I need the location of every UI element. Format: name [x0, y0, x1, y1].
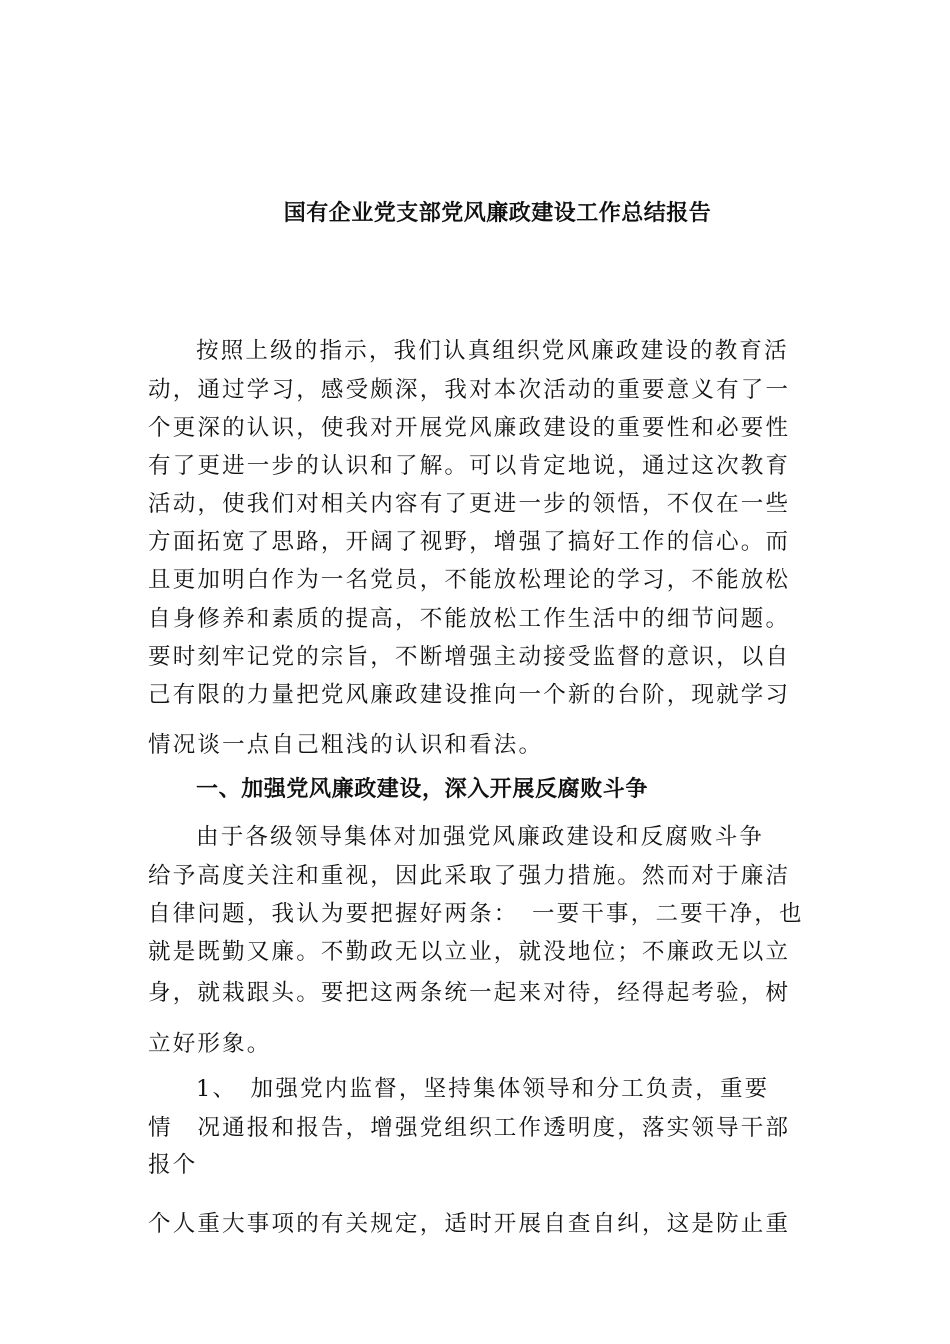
- paragraph-line: 报个: [148, 1152, 198, 1178]
- document-title: 国有企业党支部党风廉政建设工作总结报告: [283, 201, 712, 226]
- paragraph-line: 动，通过学习，感受颇深，我对本次活动的重要意义有了一: [148, 377, 791, 403]
- paragraph-line: 由于各级领导集体对加强党风廉政建设和反腐败斗争: [196, 824, 765, 850]
- paragraph-line: 按照上级的指示，我们认真组织党风廉政建设的教育活: [196, 338, 789, 364]
- paragraph-line: 身，就栽跟头。要把这两条统一起来对待，经得起考验，树: [148, 980, 791, 1006]
- paragraph-line: 立好形象。: [148, 1031, 272, 1057]
- paragraph-line: 自律问题，我认为要把握好两条： 一要干事，二要干净，也: [148, 901, 804, 927]
- paragraph-line: 情 况通报和报告，增强党组织工作透明度，落实领导干部: [148, 1115, 791, 1141]
- paragraph-line: 情况谈一点自己粗浅的认识和看法。: [148, 732, 544, 758]
- paragraph-line: 活动，使我们对相关内容有了更进一步的领悟，不仅在一些: [148, 491, 791, 517]
- paragraph-line: 就是既勤又廉。不勤政无以立业，就没地位；不廉政无以立: [148, 939, 791, 965]
- paragraph-line: 且更加明白作为一名党员，不能放松理论的学习，不能放松: [148, 567, 791, 593]
- paragraph-line: 1、 加强党内监督，坚持集体领导和分工负责，重要: [196, 1076, 770, 1102]
- paragraph-line: 自身修养和素质的提高，不能放松工作生活中的细节问题。: [148, 606, 791, 632]
- section-heading: 一、加强党风廉政建设，深入开展反腐败斗争: [196, 777, 649, 802]
- paragraph-line: 给予高度关注和重视，因此采取了强力措施。然而对于廉洁: [148, 863, 791, 889]
- paragraph-line: 有了更进一步的认识和了解。可以肯定地说，通过这次教育: [148, 453, 791, 479]
- paragraph-line: 要时刻牢记党的宗旨，不断增强主动接受监督的意识，以自: [148, 644, 791, 670]
- paragraph-line: 个人重大事项的有关规定，适时开展自查自纠，这是防止重: [148, 1211, 791, 1237]
- paragraph-line: 方面拓宽了思路，开阔了视野，增强了搞好工作的信心。而: [148, 529, 791, 555]
- paragraph-line: 个更深的认识，使我对开展党风廉政建设的重要性和必要性: [148, 415, 791, 441]
- paragraph-line: 己有限的力量把党风廉政建设推向一个新的台阶，现就学习: [148, 682, 791, 708]
